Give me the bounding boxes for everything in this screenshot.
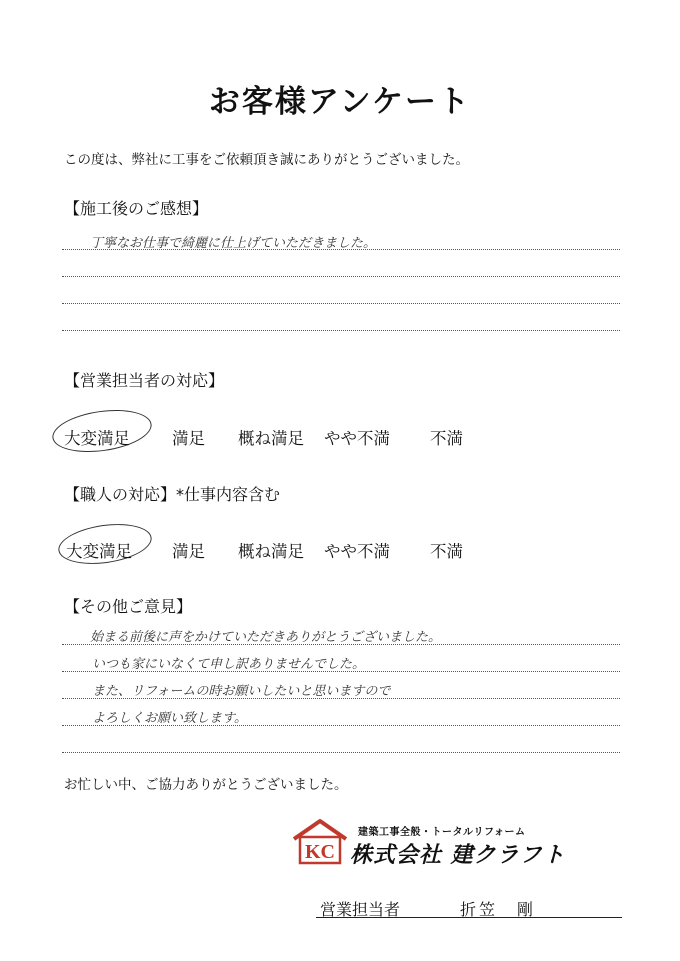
sales-option-mostly-satisfied[interactable]: 概ね満足 xyxy=(238,429,304,448)
answer-line xyxy=(62,725,620,726)
craftsman-option-very-satisfied[interactable]: 大変満足 xyxy=(66,542,132,561)
answer-line xyxy=(62,644,620,645)
impressions-line-1: 丁寧なお仕事で綺麗に仕上げていただきました。 xyxy=(90,236,377,251)
kc-house-logo-icon xyxy=(290,817,350,865)
craftsman-option-mostly-satisfied[interactable]: 概ね満足 xyxy=(238,542,304,561)
staff-name: 折笠 剛 xyxy=(460,900,537,919)
page-title: お客様アンケート xyxy=(208,84,472,120)
answer-line xyxy=(62,276,620,277)
sales-option-dissatisfied[interactable]: 不満 xyxy=(430,429,463,448)
impressions-heading: 【施工後のご感想】 xyxy=(64,199,209,218)
answer-line xyxy=(62,698,620,699)
sales-option-satisfied[interactable]: 満足 xyxy=(172,429,205,448)
answer-line xyxy=(62,303,620,304)
company-name: 株式会社 建クラフト xyxy=(350,843,566,868)
signature-underline xyxy=(316,917,622,918)
craftsman-response-heading: 【職人の対応】*仕事内容含む xyxy=(64,485,281,504)
sales-response-heading: 【営業担当者の対応】 xyxy=(64,371,225,390)
opinion-line-4: よろしくお願い致します。 xyxy=(92,711,247,726)
svg-text:KC: KC xyxy=(305,841,335,863)
sales-option-very-satisfied[interactable]: 大変満足 xyxy=(64,429,130,448)
craftsman-option-dissatisfied[interactable]: 不満 xyxy=(430,542,463,561)
answer-line xyxy=(62,249,620,250)
closing-text: お忙しい中、ご協力ありがとうございました。 xyxy=(64,777,348,793)
answer-line xyxy=(62,671,620,672)
sales-option-somewhat-dissatisfied[interactable]: やや不満 xyxy=(324,429,390,448)
answer-line xyxy=(62,330,620,331)
answer-line xyxy=(62,752,620,753)
opinion-line-1: 始まる前後に声をかけていただきありがとうございました。 xyxy=(90,630,442,645)
craftsman-option-satisfied[interactable]: 満足 xyxy=(172,542,205,561)
intro-text: この度は、弊社に工事をご依頼頂き誠にありがとうございました。 xyxy=(64,152,469,168)
opinion-line-2: いつも家にいなくて申し訳ありませんでした。 xyxy=(92,657,366,672)
staff-label: 営業担当者 xyxy=(320,900,401,919)
logo-tagline: 建築工事全般・トータルリフォーム xyxy=(358,827,526,838)
other-opinions-heading: 【その他ご意見】 xyxy=(64,597,193,616)
opinion-line-3: また、リフォームの時お願いしたいと思いますので xyxy=(92,684,391,699)
craftsman-option-somewhat-dissatisfied[interactable]: やや不満 xyxy=(324,542,390,561)
